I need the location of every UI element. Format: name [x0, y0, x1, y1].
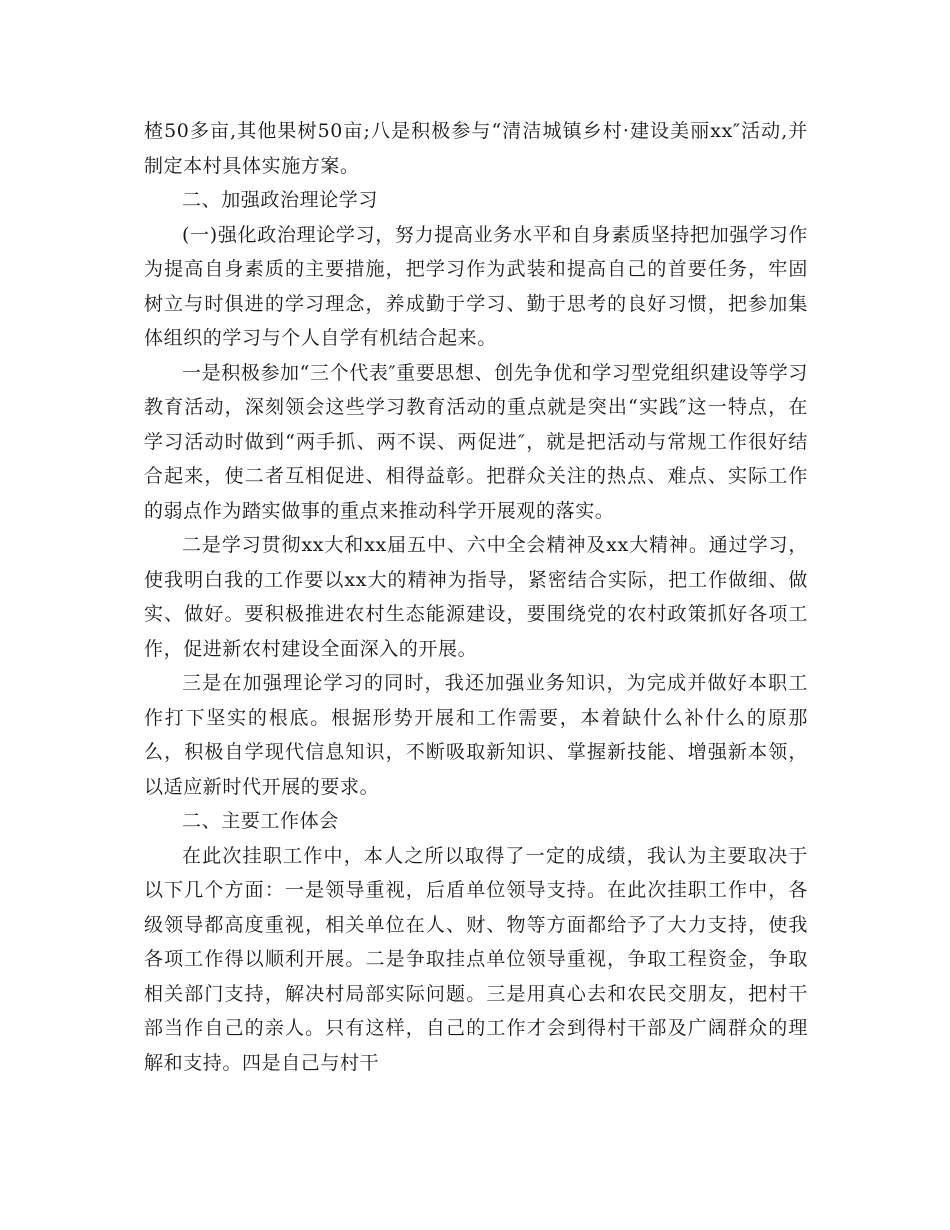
paragraph-experience: 在此次挂职工作中，本人之所以取得了一定的成绩，我认为主要取决于以下几个方面：一是领导重视，后盾单位领导支持。在此次挂职工作中，各级领导都高度重视，相关单位在人、财、物等方面都给予了大力支持，使我各项工作得以顺利开展。二是争取挂点单位领导重视，争取工程资金，争取相关部门支持，解决村局部实际问题。三是用真心去和农民交朋友，把村干部当作自己的亲人。只有这样，自己的工作才会到得村干部及广阔群众的理解和支持。四是自己与村干 [144, 844, 808, 1074]
paragraph-point-one: 一是积极参加“三个代表″重要思想、创先争优和学习型党组织建设等学习教育活动，深刻领会这些学习教育活动的重点就是突出“实践″这一特点，在学习活动时做到“两手抓、两不误、两促进″，就是把活动与常规工作很好结合起来，使二者互相促进、相得益彰。把群众关注的热点、难点、实际工作的弱点作为踏实做事的重点来推动科学开展观的落实。 [144, 361, 808, 522]
section-heading-work-experience: 二、主要工作体会 [182, 810, 339, 832]
document-page [144, 114, 808, 1080]
paragraph-point-three: 三是在加强理论学习的同时，我还加强业务知识，为完成并做好本职工作打下坚实的根底。根据形势开展和工作需要，本着缺什么补什么的原那么，积极自学现代信息知识，不断吸取新知识、掌握新技能、增强新本领，以适应新时代开展的要求。 [144, 672, 808, 798]
paragraph-point-two: 二是学习贯彻xx大和xx届五中、六中全会精神及xx大精神。通过学习，使我明白我的工作要以xx大的精神为指导，紧密结合实际，把工作做细、做实、做好。要积极推进农村生态能源建设，要围绕党的农村政策抓好各项工作，促进新农村建设全面深入的开展。 [144, 534, 808, 660]
paragraph-strengthen-study: (一)强化政治理论学习，努力提高业务水平和自身素质坚持把加强学习作为提高自身素质的主要措施，把学习作为武装和提高自己的首要任务，牢固树立与时俱进的学习理念，养成勤于学习、勤于思考的良好习惯，把参加集体组织的学习与个人自学有机结合起来。 [144, 223, 808, 349]
paragraph-continuation: 楂50多亩,其他果树50亩;八是积极参与“清洁城镇乡村·建设美丽xx″活动,并制定本村具体实施方案。 [144, 120, 808, 177]
section-heading-political-study: 二、加强政治理论学习 [182, 189, 379, 211]
